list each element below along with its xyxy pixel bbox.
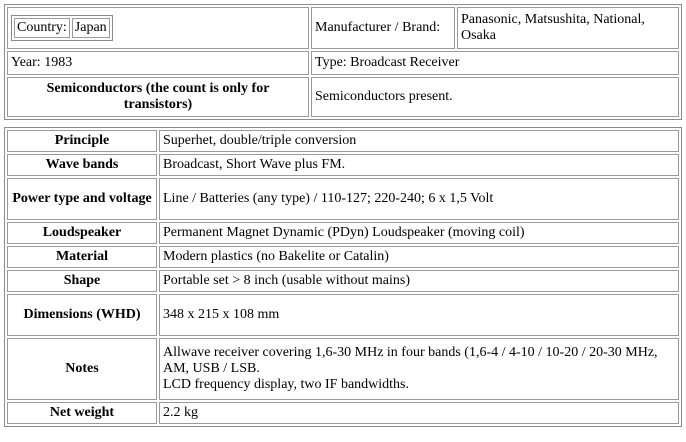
spec-row — [7, 246, 679, 268]
semiconductors-label: Semiconductors (the count is only for transistors) — [7, 77, 309, 117]
summary-row — [7, 7, 679, 49]
notes-line: LCD frequency display, two IF bandwidths. — [163, 377, 409, 392]
notes-line: Allwave receiver covering 1,6-30 MHz in four bands (1,6-4 / 4-10 / 10-20 / 20-30 MHz, AM, USB / LSB. — [163, 345, 658, 376]
spec-row — [7, 154, 679, 176]
spec-label-dimensions: Dimensions (WHD) — [7, 294, 157, 336]
spec-value-notes — [159, 338, 679, 400]
spec-row — [7, 222, 679, 244]
country-box — [11, 15, 113, 41]
spec-value-dimensions: 348 x 215 x 108 mm — [159, 294, 679, 336]
spec-value-net-weight: 2.2 kg — [159, 402, 679, 424]
spec-label-power: Power type and voltage — [7, 178, 157, 220]
spec-value-power: Line / Batteries (any type) / 110-127; 220-240; 6 x 1,5 Volt — [159, 178, 679, 220]
country-label: Country: — [14, 18, 70, 38]
country-cell — [7, 7, 309, 49]
spec-value-shape: Portable set > 8 inch (usable without mains) — [159, 270, 679, 292]
spec-label-principle: Principle — [7, 130, 157, 152]
model-summary-table — [4, 4, 682, 120]
spec-label-net-weight: Net weight — [7, 402, 157, 424]
specifications-table — [4, 127, 682, 427]
country-value: Japan — [72, 18, 110, 38]
year-cell: Year: 1983 — [7, 51, 309, 75]
spec-row — [7, 178, 679, 220]
spec-value-wave-bands: Broadcast, Short Wave plus FM. — [159, 154, 679, 176]
summary-row — [7, 51, 679, 75]
manufacturer-label: Manufacturer / Brand: — [311, 7, 455, 49]
spec-label-material: Material — [7, 246, 157, 268]
spec-value-material: Modern plastics (no Bakelite or Catalin) — [159, 246, 679, 268]
spec-value-principle: Superhet, double/triple conversion — [159, 130, 679, 152]
semiconductors-value: Semiconductors present. — [311, 77, 679, 117]
manufacturer-value: Panasonic, Matsushita, National, Osaka — [457, 7, 679, 49]
spec-label-shape: Shape — [7, 270, 157, 292]
spec-label-wave-bands: Wave bands — [7, 154, 157, 176]
spec-row — [7, 130, 679, 152]
spec-row — [7, 338, 679, 400]
type-cell: Type: Broadcast Receiver — [311, 51, 679, 75]
spec-label-notes: Notes — [7, 338, 157, 400]
spec-row — [7, 402, 679, 424]
spec-row — [7, 270, 679, 292]
spec-row — [7, 294, 679, 336]
summary-row — [7, 77, 679, 117]
spec-label-loudspeaker: Loudspeaker — [7, 222, 157, 244]
spec-value-loudspeaker: Permanent Magnet Dynamic (PDyn) Loudspeaker (moving coil) — [159, 222, 679, 244]
